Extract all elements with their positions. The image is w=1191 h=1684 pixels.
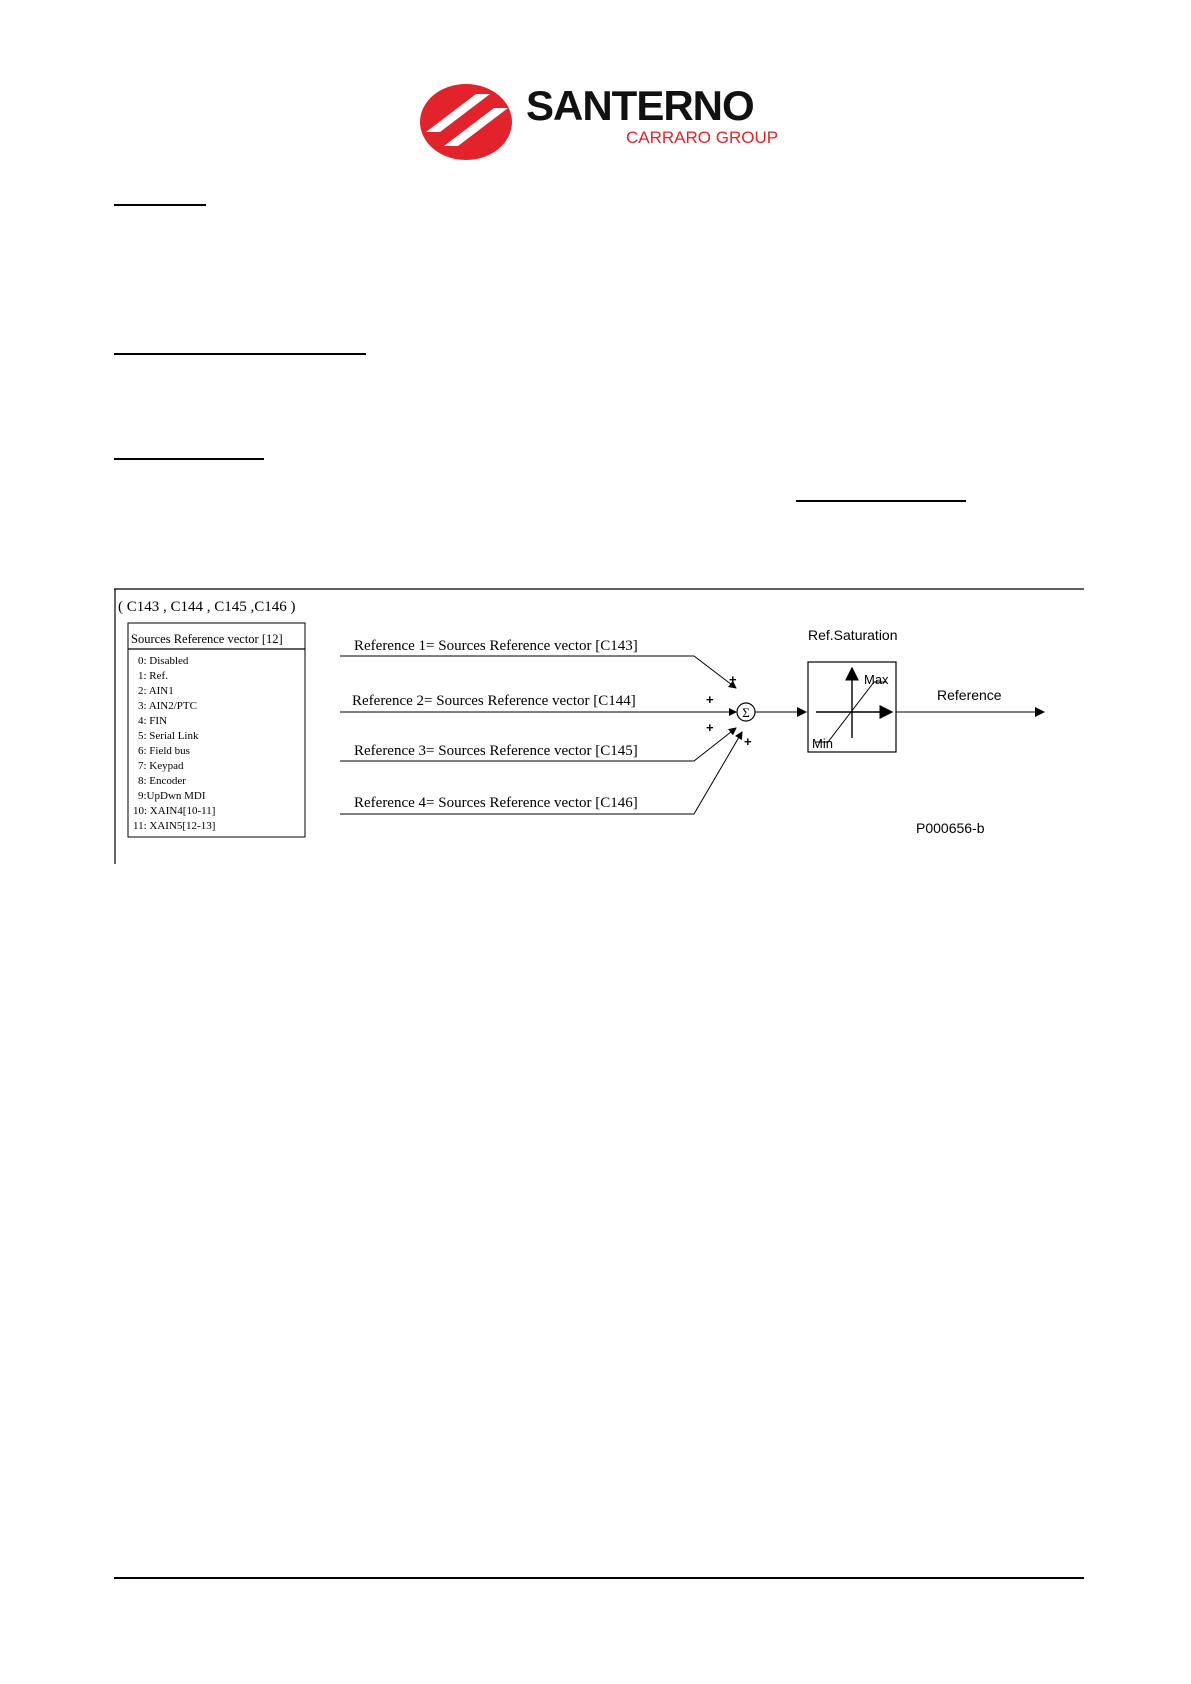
source-item-4: 4: FIN <box>138 715 168 727</box>
saturation-min-label: Min <box>812 736 833 751</box>
source-item-2: 2: AIN1 <box>138 685 174 697</box>
brand-name: SANTERNO <box>526 82 754 129</box>
reference-3-label: Reference 3= Sources Reference vector [C145] <box>354 743 638 759</box>
source-item-6: 6: Field bus <box>138 745 190 757</box>
source-item-7: 7: Keypad <box>138 760 184 772</box>
heading-underline-2 <box>114 353 366 355</box>
source-item-8: 8: Encoder <box>138 775 186 787</box>
source-item-3: 3: AIN2/PTC <box>138 700 197 712</box>
source-item-1: 1: Ref. <box>138 670 168 682</box>
source-item-0: 0: Disabled <box>138 655 189 667</box>
diagram-canvas <box>114 588 1084 864</box>
plus-sign-3: + <box>706 720 714 735</box>
footer-rule <box>114 1577 1084 1579</box>
source-item-9: 9:UpDwn MDI <box>138 790 206 802</box>
source-item-11: 11: XAIN5[12-13] <box>133 820 216 832</box>
figure-code: P000656-b <box>916 820 985 836</box>
reference-sources-diagram <box>114 588 1084 864</box>
source-item-10: 10: XAIN4[10-11] <box>133 805 216 817</box>
santerno-logo-mark-icon <box>418 80 514 164</box>
heading-underline-1 <box>114 204 206 206</box>
reference-2-label: Reference 2= Sources Reference vector [C144] <box>352 693 636 709</box>
heading-underline-3 <box>114 458 264 460</box>
brand-group: CARRARO GROUP <box>626 128 779 147</box>
reference-1-line <box>340 656 736 688</box>
santerno-logo <box>418 80 798 164</box>
link-underline <box>796 500 966 502</box>
plus-sign-2: + <box>706 692 714 707</box>
summing-symbol: Σ <box>742 705 750 720</box>
plus-sign-1: + <box>729 672 737 687</box>
reference-1-label: Reference 1= Sources Reference vector [C143] <box>354 638 638 654</box>
output-label: Reference <box>937 687 1002 703</box>
saturation-max-label: Max <box>864 672 889 687</box>
sources-box-title: Sources Reference vector [12] <box>131 632 283 646</box>
reference-4-label: Reference 4= Sources Reference vector [C146] <box>354 795 638 811</box>
saturation-title: Ref.Saturation <box>808 627 898 643</box>
plus-sign-4: + <box>744 734 752 749</box>
source-item-5: 5: Serial Link <box>138 730 199 742</box>
frame-label: ( C143 , C144 , C145 ,C146 ) <box>118 599 296 615</box>
